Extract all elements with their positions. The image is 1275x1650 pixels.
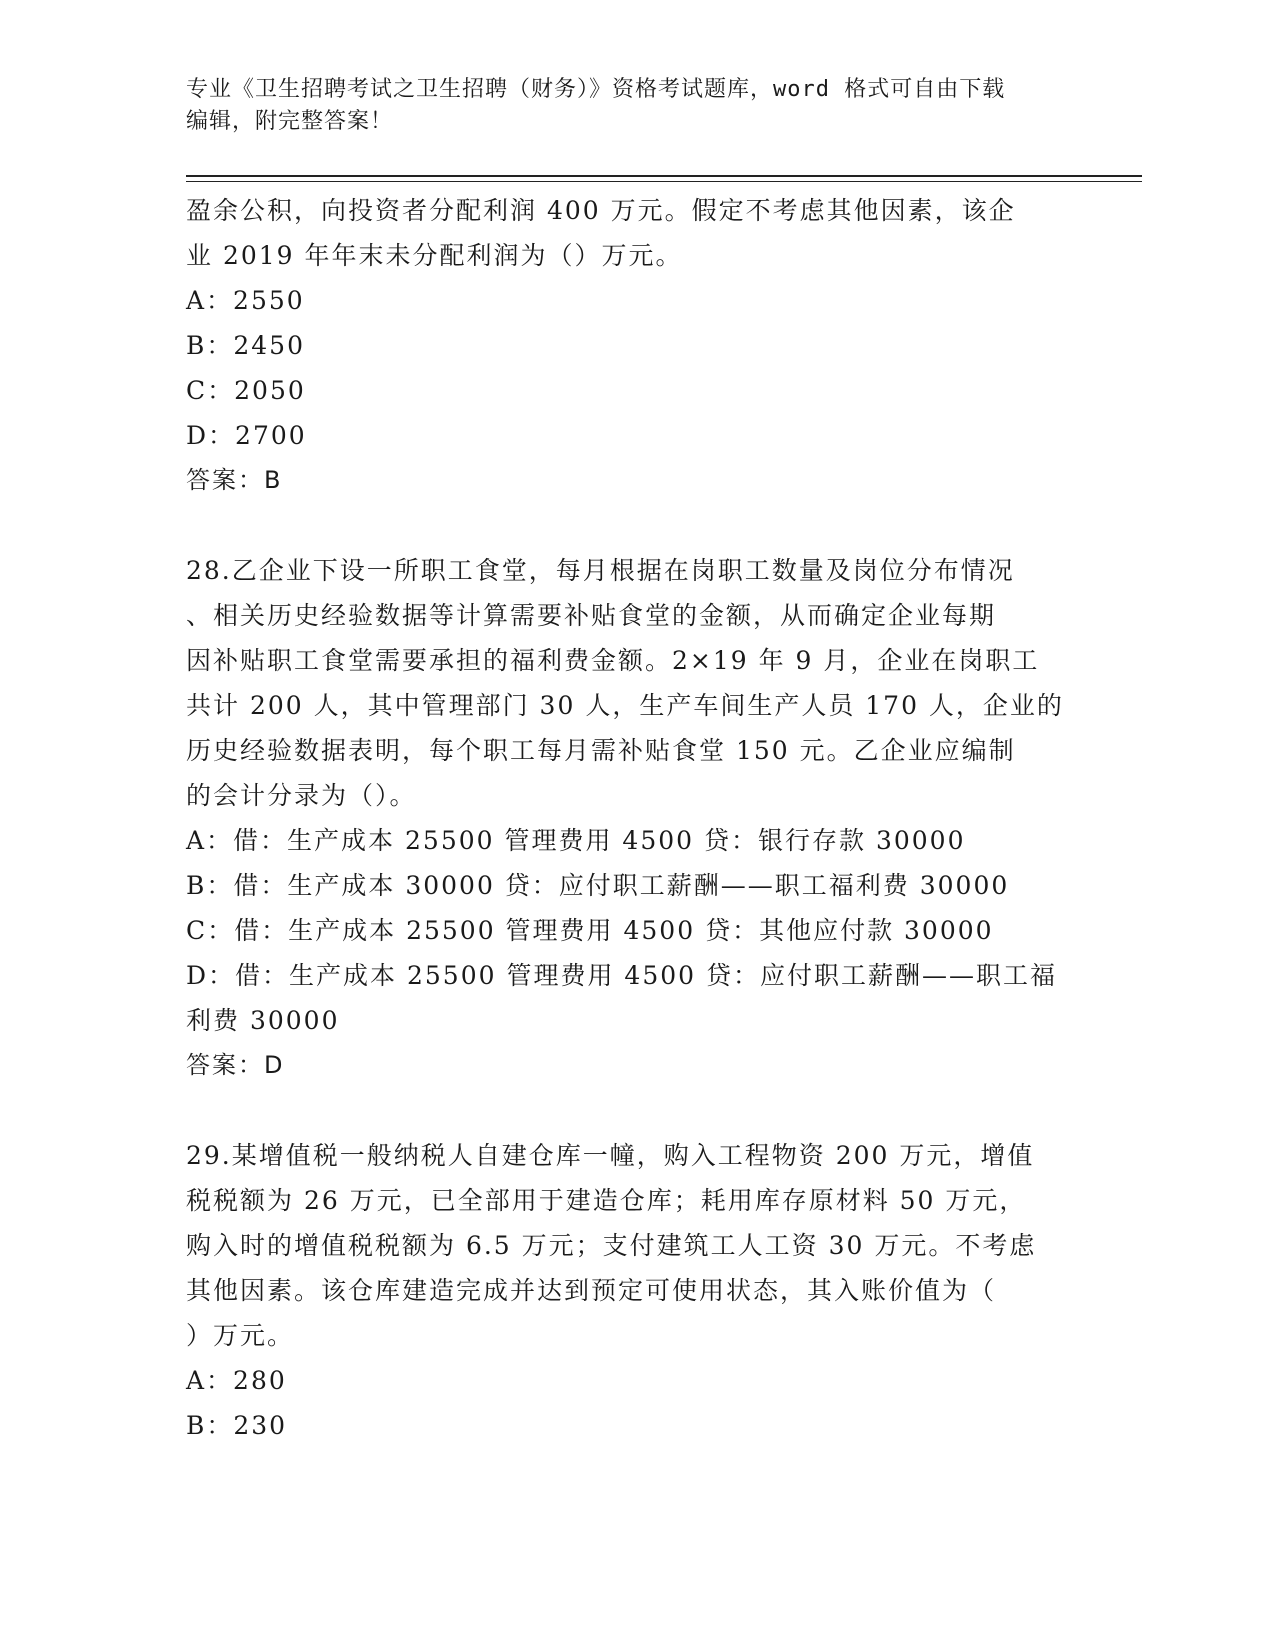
option-a: A：280 xyxy=(186,1366,287,1395)
question-stem-line: 的会计分录为（）。 xyxy=(186,781,417,810)
question-stem-line: 28.乙企业下设一所职工食堂，每月根据在岗职工数量及岗位分布情况 xyxy=(186,556,1015,585)
spacer xyxy=(186,503,1066,548)
answer-line: 答案：B xyxy=(186,466,283,494)
header-line-1: 专业《卫生招聘考试之卫生招聘（财务）》资格考试题库，word 格式可自由下载 xyxy=(186,77,1006,102)
option-a: A：借：生产成本 25500 管理费用 4500 贷：银行存款 30000 xyxy=(186,826,966,855)
question-stem-line: 购入时的增值税税额为 6.5 万元；支付建筑工人工资 30 万元。不考虑 xyxy=(186,1231,1037,1260)
option-a: A：2550 xyxy=(186,286,305,315)
header-rule-thin xyxy=(186,181,1142,182)
question-stem-line: 因补贴职工食堂需要承担的福利费金额。2×19 年 9 月，企业在岗职工 xyxy=(186,646,1040,675)
question-stem-line: 、相关历史经验数据等计算需要补贴食堂的金额，从而确定企业每期 xyxy=(186,601,997,630)
question-29 xyxy=(186,1133,1066,1448)
question-stem-line: ）万元。 xyxy=(186,1321,295,1350)
question-stem-line: 共计 200 人，其中管理部门 30 人，生产车间生产人员 170 人，企业的 xyxy=(186,691,1064,720)
question-stem-line: 税税额为 26 万元，已全部用于建造仓库；耗用库存原材料 50 万元， xyxy=(186,1186,1027,1215)
option-c: C：借：生产成本 25500 管理费用 4500 贷：其他应付款 30000 xyxy=(186,916,994,945)
answer-line: 答案：D xyxy=(186,1051,285,1079)
question-stem-line: 历史经验数据表明，每个职工每月需补贴食堂 150 元。乙企业应编制 xyxy=(186,736,1016,765)
option-b: B：2450 xyxy=(186,331,305,360)
document-header xyxy=(186,74,1066,138)
question-stem-line: 其他因素。该仓库建造完成并达到预定可使用状态，其入账价值为（ xyxy=(186,1276,997,1305)
option-d: D：借：生产成本 25500 管理费用 4500 贷：应付职工薪酬——职工福 xyxy=(186,961,1057,990)
header-line-2: 编辑，附完整答案！ xyxy=(186,109,394,134)
option-b: B：借：生产成本 30000 贷：应付职工薪酬——职工福利费 30000 xyxy=(186,871,1010,900)
spacer xyxy=(186,1088,1066,1133)
document-body xyxy=(186,188,1066,1448)
question-27 xyxy=(186,188,1066,503)
option-b: B：230 xyxy=(186,1411,288,1440)
header-rule-thick xyxy=(186,175,1142,177)
option-d: D：2700 xyxy=(186,421,307,450)
question-stem-line: 业 2019 年年末未分配利润为（）万元。 xyxy=(186,241,683,270)
question-stem-line: 盈余公积，向投资者分配利润 400 万元。假定不考虑其他因素，该企 xyxy=(186,196,1016,225)
question-28 xyxy=(186,548,1066,1088)
question-stem-line: 29.某增值税一般纳税人自建仓库一幢，购入工程物资 200 万元，增值 xyxy=(186,1141,1035,1170)
option-c: C：2050 xyxy=(186,376,306,405)
option-d-continued: 利费 30000 xyxy=(186,1006,340,1035)
